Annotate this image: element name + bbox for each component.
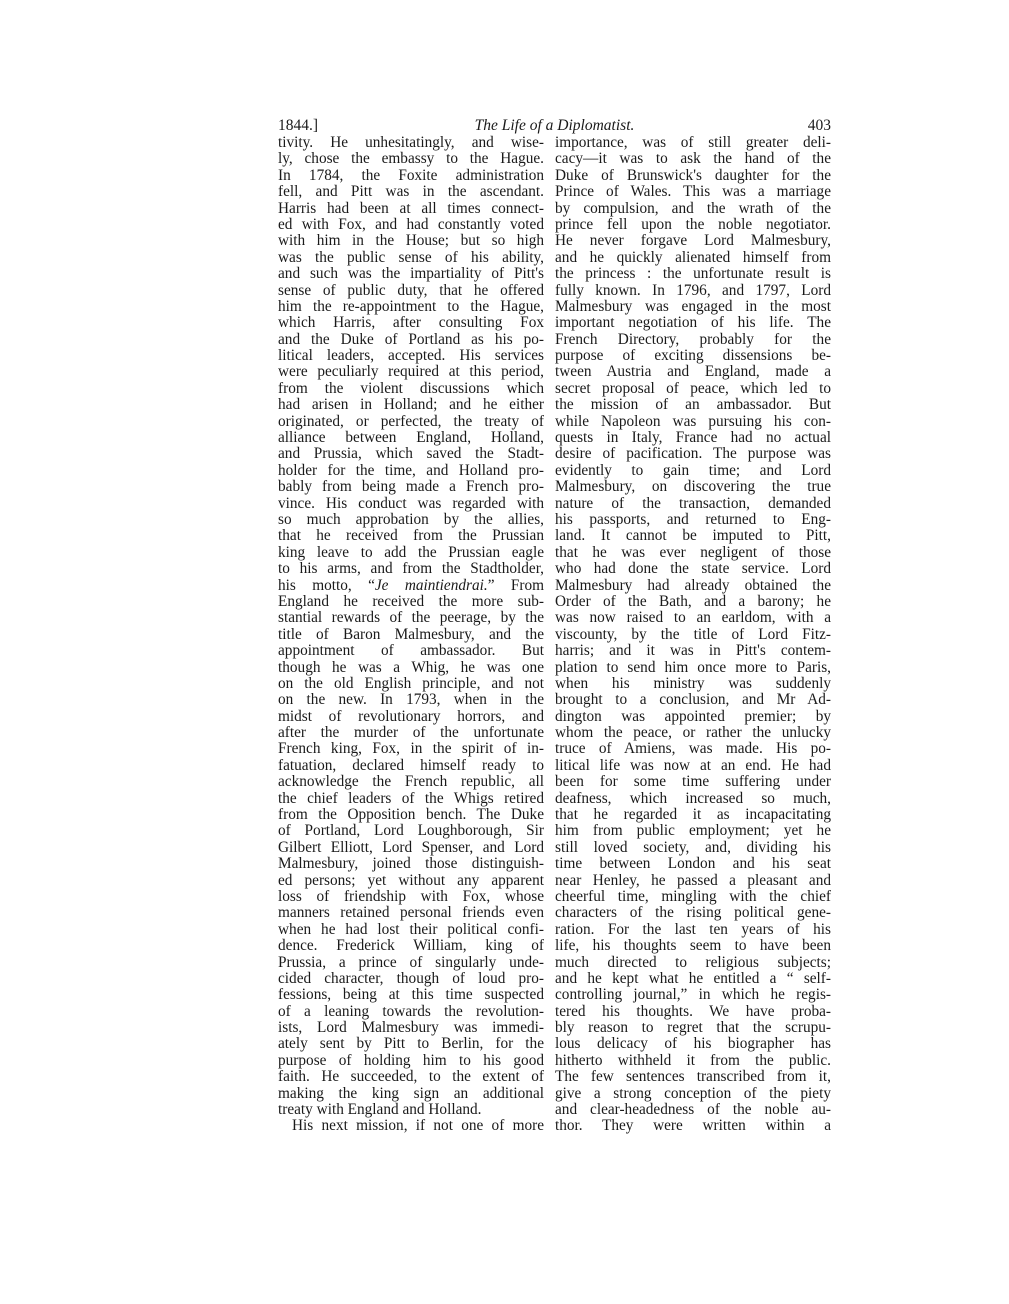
text-line: of Portland, Lord Loughborough, Sir <box>278 822 544 840</box>
text-line: secret proposal of peace, which led to <box>555 379 831 397</box>
text-line: and Prussia, which saved the Stadt- <box>278 445 544 463</box>
text-line: the mission of an ambassador. But <box>555 396 831 414</box>
text-line: tered his thoughts. We have proba- <box>555 1002 831 1020</box>
text-line: on the old English principle, and not <box>278 674 544 692</box>
text-line: lous delicacy of his biographer has <box>555 1035 831 1053</box>
text-line: from the violent discussions which <box>278 379 544 397</box>
text-line: Order of the Bath, and a barony; he <box>555 592 831 610</box>
text-line: alliance between England, Holland, <box>278 429 544 447</box>
text-line: purpose of holding him to his good <box>278 1051 544 1069</box>
text-segment: his motto, “ <box>278 576 375 594</box>
text-line: nature of the transaction, demanded <box>555 494 831 512</box>
text-line: his passports, and returned to Eng- <box>555 510 831 528</box>
page-number: 403 <box>807 117 831 134</box>
text-line: thor. They were written within a <box>555 1117 831 1135</box>
text-line: manners retained personal friends even <box>278 904 544 922</box>
left-column <box>278 135 544 1135</box>
text-line: litical life was now at an end. He had <box>555 756 831 774</box>
text-line: ed persons; yet without any apparent <box>278 871 544 889</box>
text-line: French Directory, probably for the <box>555 330 831 348</box>
text-line: to his arms, and from the Stadtholder, <box>278 560 544 578</box>
text-line: cacy—it was to ask the hand of the <box>555 150 831 168</box>
text-line: near Henley, he passed a pleasant and <box>555 871 831 889</box>
text-line: loss of friendship with Fox, whose <box>278 887 544 905</box>
text-line: was the public sense of his ability, <box>278 248 544 266</box>
text-line: cheerful time, mingling with the chief <box>555 887 831 905</box>
text-line: vince. His conduct was regarded with <box>278 494 544 512</box>
text-line: Duke of Brunswick's daughter for the <box>555 166 831 184</box>
text-line: treaty with England and Holland. <box>278 1101 482 1119</box>
text-line: Malmesbury, on discovering the true <box>555 478 831 496</box>
text-line: dence. Frederick William, king of <box>278 937 544 955</box>
text-line: Harris had been at all times connect- <box>278 199 544 217</box>
text-line: king leave to add the Prussian eagle <box>278 543 544 561</box>
text-line: litical leaders, accepted. His services <box>278 347 544 365</box>
text-line: on the new. In 1793, when in the <box>278 691 544 709</box>
text-line: fessions, being at this time suspected <box>278 986 544 1004</box>
text-line: him from public employment; yet he <box>555 822 831 840</box>
text-line: and he kept what he entitled a “ self- <box>555 969 831 987</box>
text-line: holder for the time, and Holland pro- <box>278 461 544 479</box>
text-line: fell, and Pitt was in the ascendant. <box>278 183 544 201</box>
text-line: importance, was of still greater deli- <box>555 134 831 151</box>
right-column <box>555 135 831 1135</box>
text-line: title of Baron Malmesbury, and the <box>278 625 544 643</box>
text-line: tween Austria and England, made a <box>555 363 831 381</box>
text-segment: ” From <box>487 576 545 594</box>
text-line: plation to send him once more to Paris, <box>555 658 831 676</box>
text-line: Gilbert Elliott, Lord Spenser, and Lord <box>278 838 544 856</box>
text-line: and he quickly alienated himself from <box>555 248 831 266</box>
text-line: harris; and it was in Pitt's contem- <box>555 642 831 660</box>
text-line: purpose of exciting dissensions be- <box>555 347 831 365</box>
text-line: hitherto withheld it from the public. <box>555 1051 831 1069</box>
text-line: and the Duke of Portland as his po- <box>278 330 544 348</box>
text-line: controlling journal,” in which he regis- <box>555 986 831 1004</box>
text-line: ed with Fox, and had constantly voted <box>278 215 544 233</box>
text-line: truce of Amiens, was made. His po- <box>555 740 831 758</box>
text-line: fatuation, declared himself ready to <box>278 756 544 774</box>
text-line: so much approbation by the allies, <box>278 510 544 528</box>
text-line: whom the peace, or rather the unlucky <box>555 724 831 742</box>
text-line: quests in Italy, France had no actual <box>555 429 831 447</box>
text-line: time between London and his seat <box>555 855 831 873</box>
text-line: land. It cannot be imputed to Pitt, <box>555 527 831 545</box>
text-line: In 1784, the Foxite administration <box>278 166 544 184</box>
running-header <box>278 117 831 135</box>
text-line: while Napoleon was pursuing his con- <box>555 412 831 430</box>
text-line: The few sentences transcribed from it, <box>555 1068 831 1086</box>
text-line: originated, or perfected, the treaty of <box>278 412 544 430</box>
text-line: bly reason to regret that the scrupu- <box>555 1019 831 1037</box>
text-line: ately sent by Pitt to Berlin, for the <box>278 1035 544 1053</box>
text-line: brought to a conclusion, and Mr Ad- <box>555 691 831 709</box>
text-line: sense of public duty, that he offered <box>278 281 544 299</box>
text-line: from the Opposition bench. The Duke <box>278 806 544 824</box>
text-line: Malmesbury, joined those distinguish- <box>278 855 544 873</box>
text-line: life, his thoughts seem to have been <box>555 937 831 955</box>
text-line: acknowledge the French republic, all <box>278 773 544 791</box>
text-line: though he was a Whig, he was one <box>278 658 544 676</box>
text-line: that he regarded it as incapacitating <box>555 806 831 824</box>
text-line: still loved society, and, dividing his <box>555 838 831 856</box>
text-line: tivity. He unhesitatingly, and wise- <box>278 134 544 151</box>
text-line: viscounty, by the title of Lord Fitz- <box>555 625 831 643</box>
text-line: of a leaning towards the revolution- <box>278 1002 544 1020</box>
text-line: dington was appointed premier; by <box>555 707 831 725</box>
text-line: He never forgave Lord Malmesbury, <box>555 232 831 250</box>
text-line: him the re-appointment to the Hague, <box>278 297 544 315</box>
text-line: had arisen in Holland; and he either <box>278 396 544 414</box>
text-line: French king, Fox, in the spirit of in- <box>278 740 544 758</box>
text-line: England he received the more sub- <box>278 592 544 610</box>
text-line: His next mission, if not one of more <box>292 1117 544 1135</box>
text-line: desire of pacification. The purpose was <box>555 445 831 463</box>
text-line: Prussia, a prince of singularly unde- <box>278 953 544 971</box>
text-line: when he had lost their political confi- <box>278 920 544 938</box>
text-line: faith. He succeeded, to the extent of <box>278 1068 544 1086</box>
italic-motto: Je maintiendrai. <box>374 576 488 594</box>
text-line: evidently to gain time; and Lord <box>555 461 831 479</box>
text-line: which Harris, after consulting Fox <box>278 314 544 332</box>
text-line: Malmesbury was engaged in the most <box>555 297 831 315</box>
text-line: by compulsion, and the wrath of the <box>555 199 831 217</box>
text-line: been for some time suffering under <box>555 773 831 791</box>
text-line: Prince of Wales. This was a marriage <box>555 183 831 201</box>
text-line: appointment of ambassador. But <box>278 642 544 660</box>
header-title: The Life of a Diplomatist. <box>474 117 635 134</box>
text-line: that he was ever negligent of those <box>555 543 831 561</box>
text-line: important negotiation of his life. The <box>555 314 831 332</box>
text-line: stantial rewards of the peerage, by the <box>278 609 544 627</box>
text-line: after the murder of the unfortunate <box>278 724 544 742</box>
header-year: 1844.] <box>278 117 319 134</box>
text-line: who had done the state service. Lord <box>555 560 831 578</box>
text-line: cided character, though of loud pro- <box>278 969 544 987</box>
text-line: the princess : the unfortunate result is <box>555 265 831 283</box>
text-line: and clear-headedness of the noble au- <box>555 1101 831 1119</box>
text-line: Malmesbury had already obtained the <box>555 576 831 594</box>
text-line: prince fell upon the noble negotiator. <box>555 215 831 233</box>
text-line: when his ministry was suddenly <box>555 674 831 692</box>
text-line: deafness, which increased so much, <box>555 789 831 807</box>
text-line: and such was the impartiality of Pitt's <box>278 265 544 283</box>
text-line: ists, Lord Malmesbury was immedi- <box>278 1019 544 1037</box>
text-line: bably from being made a French pro- <box>278 478 544 496</box>
text-line: much directed to religious subjects; <box>555 953 831 971</box>
text-line <box>278 578 544 594</box>
text-line: ration. For the last ten years of his <box>555 920 831 938</box>
text-line: making the king sign an additional <box>278 1084 544 1102</box>
text-line: with him in the House; but so high <box>278 232 544 250</box>
text-line: were peculiarly required at this period, <box>278 363 544 381</box>
text-line: fully known. In 1796, and 1797, Lord <box>555 281 831 299</box>
text-line: ly, chose the embassy to the Hague. <box>278 150 544 168</box>
text-line: the chief leaders of the Whigs retired <box>278 789 544 807</box>
text-line: that he received from the Prussian <box>278 527 544 545</box>
text-line: characters of the rising political gene- <box>555 904 831 922</box>
text-line: give a strong conception of the piety <box>555 1084 831 1102</box>
text-line: was now raised to an earldom, with a <box>555 609 831 627</box>
text-line: midst of revolutionary horrors, and <box>278 707 544 725</box>
